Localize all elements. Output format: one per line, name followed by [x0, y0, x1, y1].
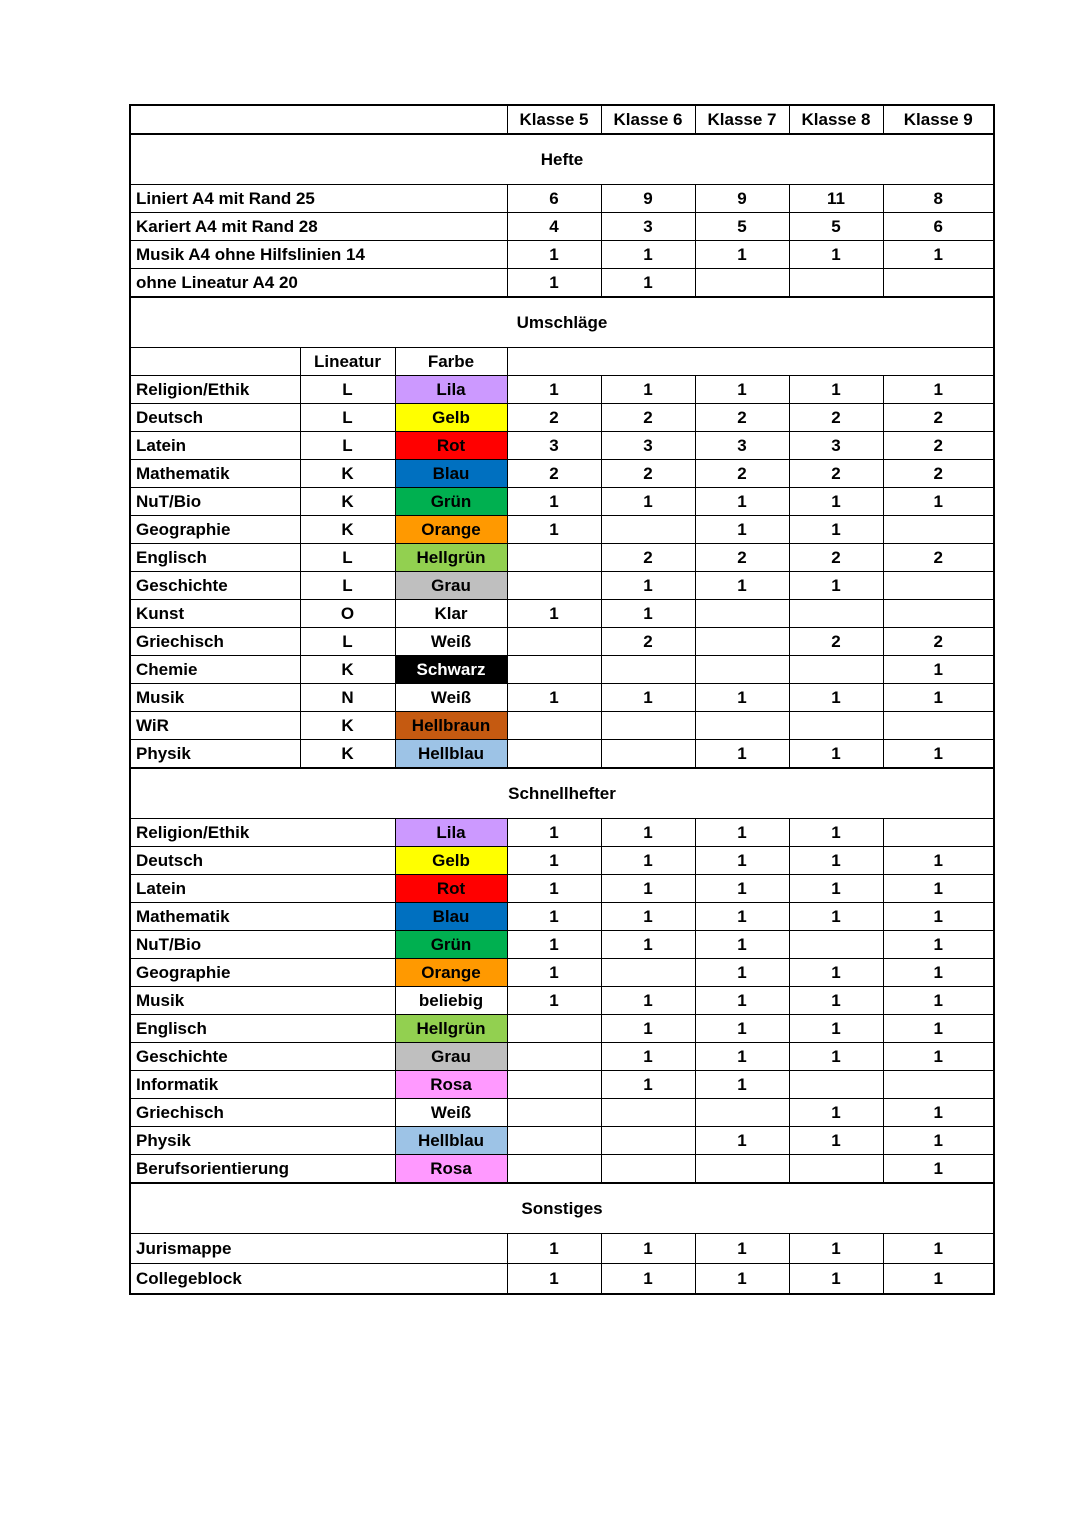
value-cell: 1 — [601, 1015, 695, 1043]
color-swatch-cell: Weiß — [395, 628, 507, 656]
color-swatch-cell: Schwarz — [395, 656, 507, 684]
value-cell: 1 — [883, 1155, 994, 1184]
value-cell: 2 — [883, 404, 994, 432]
lineatur-cell: L — [300, 572, 395, 600]
section-title-sonstiges: Sonstiges — [130, 1183, 994, 1234]
subject-label: Mathematik — [130, 460, 300, 488]
table-row — [130, 185, 994, 213]
item-label: Liniert A4 mit Rand 25 — [130, 185, 507, 213]
value-cell: 1 — [601, 987, 695, 1015]
subject-label: Physik — [130, 740, 300, 769]
value-cell — [601, 1099, 695, 1127]
subject-label: Chemie — [130, 656, 300, 684]
value-cell: 1 — [601, 241, 695, 269]
subject-label: Mathematik — [130, 903, 395, 931]
value-cell — [507, 712, 601, 740]
subject-label: Religion/Ethik — [130, 376, 300, 404]
lineatur-cell: L — [300, 376, 395, 404]
subheader-blank-cell — [130, 348, 300, 376]
value-cell: 1 — [695, 1127, 789, 1155]
color-swatch-cell: Hellgrün — [395, 544, 507, 572]
value-cell: 1 — [883, 931, 994, 959]
value-cell: 1 — [695, 1234, 789, 1264]
item-label: Kariert A4 mit Rand 28 — [130, 213, 507, 241]
section-title-row — [130, 297, 994, 348]
value-cell — [695, 628, 789, 656]
table-row — [130, 516, 994, 544]
value-cell: 1 — [789, 1264, 883, 1295]
lineatur-cell: L — [300, 432, 395, 460]
value-cell — [789, 600, 883, 628]
value-cell: 1 — [507, 847, 601, 875]
value-cell — [695, 269, 789, 298]
table-row — [130, 460, 994, 488]
value-cell: 1 — [507, 376, 601, 404]
value-cell — [507, 1071, 601, 1099]
color-swatch-cell: Orange — [395, 959, 507, 987]
color-swatch-cell: Weiß — [395, 684, 507, 712]
color-swatch-cell: Rot — [395, 875, 507, 903]
value-cell: 1 — [507, 959, 601, 987]
value-cell: 2 — [789, 460, 883, 488]
value-cell — [883, 516, 994, 544]
value-cell — [601, 1155, 695, 1184]
value-cell — [695, 600, 789, 628]
value-cell: 2 — [789, 628, 883, 656]
farbe-header: Farbe — [395, 348, 507, 376]
value-cell: 1 — [507, 819, 601, 847]
color-swatch-cell: Hellgrün — [395, 1015, 507, 1043]
table-row — [130, 931, 994, 959]
value-cell: 3 — [601, 213, 695, 241]
color-swatch-cell: Blau — [395, 460, 507, 488]
value-cell: 1 — [507, 875, 601, 903]
subject-label: Physik — [130, 1127, 395, 1155]
value-cell: 2 — [601, 628, 695, 656]
value-cell — [789, 931, 883, 959]
value-cell: 1 — [507, 903, 601, 931]
value-cell: 2 — [695, 404, 789, 432]
lineatur-cell: K — [300, 656, 395, 684]
value-cell: 1 — [883, 903, 994, 931]
value-cell: 1 — [507, 269, 601, 298]
lineatur-cell: K — [300, 516, 395, 544]
value-cell: 1 — [507, 516, 601, 544]
color-swatch-cell: Gelb — [395, 404, 507, 432]
color-swatch-cell: Grün — [395, 931, 507, 959]
value-cell: 1 — [695, 740, 789, 769]
lineatur-cell: O — [300, 600, 395, 628]
subject-label: Latein — [130, 432, 300, 460]
subject-label: Kunst — [130, 600, 300, 628]
value-cell: 1 — [695, 959, 789, 987]
color-swatch-cell: Lila — [395, 376, 507, 404]
color-swatch-cell: Weiß — [395, 1099, 507, 1127]
value-cell: 3 — [507, 432, 601, 460]
value-cell: 1 — [695, 376, 789, 404]
value-cell: 1 — [601, 847, 695, 875]
material-list-table — [129, 104, 995, 1295]
subheader-row — [130, 348, 994, 376]
value-cell: 2 — [507, 404, 601, 432]
value-cell — [507, 1015, 601, 1043]
lineatur-cell: L — [300, 628, 395, 656]
value-cell: 3 — [789, 432, 883, 460]
class-column-header: Klasse 6 — [601, 105, 695, 134]
table-row — [130, 1155, 994, 1184]
item-label: Musik A4 ohne Hilfslinien 14 — [130, 241, 507, 269]
value-cell: 1 — [883, 1015, 994, 1043]
value-cell — [507, 656, 601, 684]
subject-label: WiR — [130, 712, 300, 740]
value-cell: 1 — [695, 488, 789, 516]
subject-label: Informatik — [130, 1071, 395, 1099]
class-column-header: Klasse 5 — [507, 105, 601, 134]
table-row — [130, 376, 994, 404]
subject-label: Berufsorientierung — [130, 1155, 395, 1184]
value-cell: 1 — [883, 740, 994, 769]
class-column-header: Klasse 8 — [789, 105, 883, 134]
table-row — [130, 213, 994, 241]
color-swatch-cell: Rosa — [395, 1155, 507, 1184]
lineatur-cell: K — [300, 460, 395, 488]
subject-label: Griechisch — [130, 1099, 395, 1127]
value-cell: 1 — [789, 1234, 883, 1264]
table-row — [130, 1127, 994, 1155]
value-cell: 2 — [883, 544, 994, 572]
value-cell: 1 — [789, 903, 883, 931]
value-cell: 1 — [883, 959, 994, 987]
value-cell — [601, 712, 695, 740]
value-cell — [883, 819, 994, 847]
value-cell: 1 — [507, 488, 601, 516]
section-title-hefte: Hefte — [130, 134, 994, 185]
value-cell — [507, 1127, 601, 1155]
table-row — [130, 269, 994, 298]
color-swatch-cell: Hellblau — [395, 740, 507, 769]
value-cell: 8 — [883, 185, 994, 213]
value-cell: 1 — [883, 1099, 994, 1127]
value-cell: 1 — [507, 684, 601, 712]
value-cell — [507, 572, 601, 600]
value-cell — [601, 516, 695, 544]
table-row — [130, 819, 994, 847]
table-row — [130, 1099, 994, 1127]
value-cell: 1 — [695, 1264, 789, 1295]
value-cell: 2 — [789, 544, 883, 572]
value-cell: 1 — [883, 376, 994, 404]
value-cell: 1 — [695, 684, 789, 712]
color-swatch-cell: Grau — [395, 1043, 507, 1071]
value-cell: 1 — [695, 1043, 789, 1071]
section-title-row — [130, 768, 994, 819]
value-cell: 9 — [601, 185, 695, 213]
subject-label: Englisch — [130, 1015, 395, 1043]
table-row — [130, 600, 994, 628]
value-cell — [601, 656, 695, 684]
value-cell: 6 — [883, 213, 994, 241]
table-row — [130, 656, 994, 684]
subject-label: Geschichte — [130, 1043, 395, 1071]
subheader-blank-cell — [507, 348, 994, 376]
subject-label: Religion/Ethik — [130, 819, 395, 847]
value-cell: 1 — [789, 516, 883, 544]
value-cell: 3 — [601, 432, 695, 460]
value-cell: 2 — [601, 460, 695, 488]
value-cell: 1 — [789, 740, 883, 769]
value-cell: 2 — [883, 628, 994, 656]
subject-label: NuT/Bio — [130, 488, 300, 516]
value-cell: 1 — [507, 931, 601, 959]
value-cell: 1 — [695, 1015, 789, 1043]
table-row — [130, 404, 994, 432]
lineatur-cell: N — [300, 684, 395, 712]
value-cell: 1 — [789, 987, 883, 1015]
color-swatch-cell: Rot — [395, 432, 507, 460]
value-cell: 1 — [601, 376, 695, 404]
value-cell — [883, 712, 994, 740]
value-cell — [695, 656, 789, 684]
lineatur-cell: K — [300, 712, 395, 740]
value-cell: 1 — [883, 656, 994, 684]
subject-label: Geographie — [130, 959, 395, 987]
value-cell: 2 — [789, 404, 883, 432]
value-cell: 1 — [789, 488, 883, 516]
color-swatch-cell: Rosa — [395, 1071, 507, 1099]
value-cell: 1 — [507, 1234, 601, 1264]
value-cell: 1 — [601, 269, 695, 298]
item-label: Jurismappe — [130, 1234, 507, 1264]
table-row — [130, 1071, 994, 1099]
value-cell — [789, 712, 883, 740]
value-cell: 1 — [883, 684, 994, 712]
header-blank-cell — [130, 105, 507, 134]
value-cell: 1 — [601, 1043, 695, 1071]
subject-label: Geographie — [130, 516, 300, 544]
table-row — [130, 712, 994, 740]
value-cell — [789, 656, 883, 684]
lineatur-cell: K — [300, 488, 395, 516]
value-cell: 1 — [601, 572, 695, 600]
value-cell: 1 — [883, 1264, 994, 1295]
table-row — [130, 1015, 994, 1043]
color-swatch-cell: Klar — [395, 600, 507, 628]
value-cell: 1 — [883, 847, 994, 875]
value-cell — [601, 959, 695, 987]
class-column-header: Klasse 7 — [695, 105, 789, 134]
lineatur-cell: L — [300, 544, 395, 572]
value-cell — [883, 572, 994, 600]
color-swatch-cell: Hellbraun — [395, 712, 507, 740]
subject-label: Deutsch — [130, 404, 300, 432]
header-row — [130, 105, 994, 134]
table-row — [130, 1264, 994, 1295]
table-row — [130, 903, 994, 931]
table-row — [130, 432, 994, 460]
value-cell: 1 — [789, 847, 883, 875]
table-row — [130, 987, 994, 1015]
value-cell: 1 — [601, 875, 695, 903]
value-cell: 1 — [883, 488, 994, 516]
value-cell: 1 — [601, 1071, 695, 1099]
subject-label: Deutsch — [130, 847, 395, 875]
color-swatch-cell: Hellblau — [395, 1127, 507, 1155]
table-row — [130, 572, 994, 600]
value-cell: 2 — [695, 544, 789, 572]
table-row — [130, 241, 994, 269]
value-cell: 1 — [695, 903, 789, 931]
value-cell: 1 — [601, 684, 695, 712]
table-row — [130, 488, 994, 516]
table-row — [130, 875, 994, 903]
value-cell: 1 — [601, 931, 695, 959]
lineatur-cell: K — [300, 740, 395, 769]
item-label: ohne Lineatur A4 20 — [130, 269, 507, 298]
color-swatch-cell: Gelb — [395, 847, 507, 875]
value-cell: 1 — [695, 819, 789, 847]
subject-label: Latein — [130, 875, 395, 903]
value-cell: 6 — [507, 185, 601, 213]
value-cell: 5 — [789, 213, 883, 241]
table-row — [130, 1234, 994, 1264]
section-title-umschlaege: Umschläge — [130, 297, 994, 348]
value-cell — [507, 1155, 601, 1184]
value-cell: 1 — [695, 987, 789, 1015]
lineatur-cell: L — [300, 404, 395, 432]
class-column-header: Klasse 9 — [883, 105, 994, 134]
value-cell: 1 — [601, 600, 695, 628]
value-cell: 1 — [789, 376, 883, 404]
value-cell: 1 — [883, 1127, 994, 1155]
value-cell: 1 — [789, 1099, 883, 1127]
table-row — [130, 544, 994, 572]
value-cell — [601, 1127, 695, 1155]
table-row — [130, 628, 994, 656]
value-cell: 1 — [883, 875, 994, 903]
value-cell — [883, 1071, 994, 1099]
color-swatch-cell: Lila — [395, 819, 507, 847]
section-title-row — [130, 1183, 994, 1234]
color-swatch-cell: beliebig — [395, 987, 507, 1015]
value-cell — [883, 269, 994, 298]
table-row — [130, 1043, 994, 1071]
value-cell: 1 — [789, 1015, 883, 1043]
value-cell — [789, 1071, 883, 1099]
value-cell: 1 — [695, 875, 789, 903]
section-title-row — [130, 134, 994, 185]
subject-label: NuT/Bio — [130, 931, 395, 959]
value-cell: 1 — [789, 1043, 883, 1071]
value-cell — [507, 544, 601, 572]
value-cell: 1 — [601, 819, 695, 847]
value-cell: 1 — [507, 1264, 601, 1295]
value-cell: 1 — [507, 987, 601, 1015]
value-cell — [507, 1043, 601, 1071]
subject-label: Musik — [130, 684, 300, 712]
value-cell — [789, 269, 883, 298]
lineatur-header: Lineatur — [300, 348, 395, 376]
value-cell: 1 — [601, 1264, 695, 1295]
table-row — [130, 847, 994, 875]
value-cell — [695, 712, 789, 740]
value-cell: 1 — [601, 488, 695, 516]
value-cell: 1 — [695, 241, 789, 269]
value-cell: 1 — [789, 1127, 883, 1155]
subject-label: Geschichte — [130, 572, 300, 600]
value-cell: 1 — [883, 241, 994, 269]
value-cell: 1 — [883, 987, 994, 1015]
value-cell — [883, 600, 994, 628]
value-cell: 5 — [695, 213, 789, 241]
value-cell — [695, 1155, 789, 1184]
color-swatch-cell: Grün — [395, 488, 507, 516]
value-cell — [789, 1155, 883, 1184]
value-cell: 3 — [695, 432, 789, 460]
value-cell: 1 — [789, 959, 883, 987]
value-cell — [695, 1099, 789, 1127]
table-row — [130, 684, 994, 712]
color-swatch-cell: Orange — [395, 516, 507, 544]
value-cell: 2 — [601, 404, 695, 432]
value-cell — [507, 1099, 601, 1127]
value-cell: 1 — [789, 875, 883, 903]
value-cell: 1 — [789, 819, 883, 847]
value-cell: 1 — [601, 903, 695, 931]
subject-label: Englisch — [130, 544, 300, 572]
value-cell: 2 — [883, 460, 994, 488]
value-cell: 1 — [789, 684, 883, 712]
value-cell: 1 — [695, 931, 789, 959]
color-swatch-cell: Grau — [395, 572, 507, 600]
value-cell: 1 — [789, 241, 883, 269]
value-cell: 1 — [883, 1234, 994, 1264]
value-cell: 2 — [695, 460, 789, 488]
value-cell: 1 — [883, 1043, 994, 1071]
value-cell: 1 — [507, 600, 601, 628]
item-label: Collegeblock — [130, 1264, 507, 1295]
subject-label: Griechisch — [130, 628, 300, 656]
value-cell: 2 — [883, 432, 994, 460]
subject-label: Musik — [130, 987, 395, 1015]
value-cell: 1 — [695, 847, 789, 875]
value-cell: 1 — [695, 572, 789, 600]
value-cell: 9 — [695, 185, 789, 213]
value-cell — [507, 740, 601, 769]
value-cell — [507, 628, 601, 656]
table-row — [130, 740, 994, 769]
value-cell — [601, 740, 695, 769]
value-cell: 1 — [695, 516, 789, 544]
value-cell: 4 — [507, 213, 601, 241]
value-cell: 2 — [601, 544, 695, 572]
color-swatch-cell: Blau — [395, 903, 507, 931]
table-row — [130, 959, 994, 987]
section-title-schnellhefter: Schnellhefter — [130, 768, 994, 819]
value-cell: 1 — [789, 572, 883, 600]
value-cell: 1 — [507, 241, 601, 269]
value-cell: 1 — [601, 1234, 695, 1264]
value-cell: 11 — [789, 185, 883, 213]
value-cell: 2 — [507, 460, 601, 488]
value-cell: 1 — [695, 1071, 789, 1099]
